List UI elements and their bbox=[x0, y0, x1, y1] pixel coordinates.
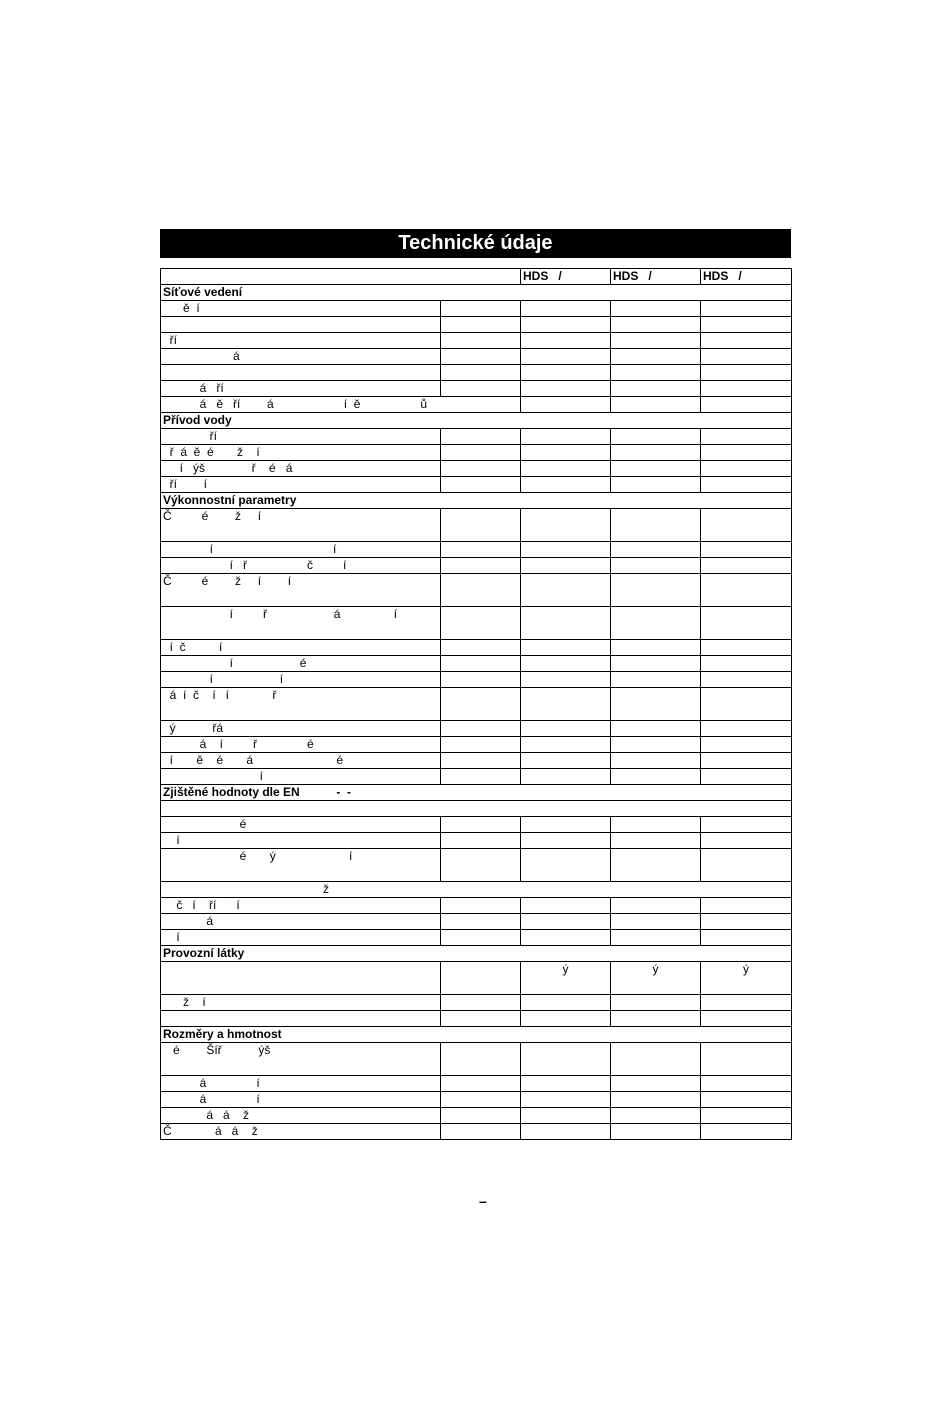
table-row bbox=[161, 930, 792, 946]
row-label: í ř č í bbox=[161, 558, 441, 574]
row-label bbox=[161, 962, 441, 995]
table-row bbox=[161, 301, 792, 317]
table-row bbox=[161, 833, 792, 849]
row-label: á í bbox=[161, 1092, 441, 1108]
table-row bbox=[161, 914, 792, 930]
row-label: í í bbox=[161, 672, 441, 688]
row-label: á á ž bbox=[161, 1108, 441, 1124]
row-label: ří bbox=[161, 333, 441, 349]
row-label: í bbox=[161, 769, 441, 785]
section-heading: Přívod vody bbox=[161, 413, 792, 429]
table-row bbox=[161, 1092, 792, 1108]
row-label: č í ří í bbox=[161, 898, 441, 914]
table-row bbox=[161, 477, 792, 493]
fuel-cell: ý bbox=[701, 962, 792, 995]
table-row bbox=[161, 349, 792, 365]
table-header-row bbox=[161, 269, 792, 285]
row-label: ý řá bbox=[161, 721, 441, 737]
row-label: í č í bbox=[161, 640, 441, 656]
table-row bbox=[161, 995, 792, 1011]
row-label bbox=[161, 317, 441, 333]
table-row bbox=[161, 445, 792, 461]
row-label: é Šíř ýš bbox=[161, 1043, 441, 1076]
row-label: ž bbox=[161, 882, 792, 898]
row-label: í í bbox=[161, 542, 441, 558]
table-row bbox=[161, 365, 792, 381]
table-row bbox=[161, 1043, 792, 1076]
row-label bbox=[161, 365, 441, 381]
technical-data-table bbox=[160, 268, 792, 1140]
table-row bbox=[161, 769, 792, 785]
section-heading: Výkonnostní parametry bbox=[161, 493, 792, 509]
row-label: é bbox=[161, 817, 441, 833]
row-label: á bbox=[161, 914, 441, 930]
table-row bbox=[161, 461, 792, 477]
table-row bbox=[161, 317, 792, 333]
row-label: í ýš ř é á bbox=[161, 461, 441, 477]
row-label: á í č í í ř bbox=[161, 688, 441, 721]
table-row bbox=[161, 1076, 792, 1092]
row-label: í ě é á é bbox=[161, 753, 441, 769]
row-label: ž í bbox=[161, 995, 441, 1011]
section-heading: Zjištěné hodnoty dle EN - - bbox=[161, 785, 792, 801]
row-label: á í ř é bbox=[161, 737, 441, 753]
table-row bbox=[161, 737, 792, 753]
row-label bbox=[161, 801, 792, 817]
section-heading: Rozměry a hmotnost bbox=[161, 1027, 792, 1043]
header-model-2: HDS / bbox=[611, 269, 701, 285]
table-row bbox=[161, 962, 792, 995]
table-row bbox=[161, 849, 792, 882]
table-row bbox=[161, 558, 792, 574]
row-label: í bbox=[161, 833, 441, 849]
table-row bbox=[161, 898, 792, 914]
table-row bbox=[161, 509, 792, 542]
row-label: ř á ě é ž í bbox=[161, 445, 441, 461]
table-row bbox=[161, 607, 792, 640]
fuel-cell: ý bbox=[521, 962, 611, 995]
section-heading: Síťové vedení bbox=[161, 285, 792, 301]
table-row bbox=[161, 574, 792, 607]
fuel-cell: ý bbox=[611, 962, 701, 995]
table-row bbox=[161, 429, 792, 445]
table-row bbox=[161, 1124, 792, 1140]
section-row bbox=[161, 493, 792, 509]
page-title: Technické údaje bbox=[160, 229, 791, 258]
row-label: ří bbox=[161, 429, 441, 445]
row-label: Č é ž í bbox=[161, 509, 441, 542]
section-heading: Provozní látky bbox=[161, 946, 792, 962]
table-row bbox=[161, 882, 792, 898]
row-label: í é bbox=[161, 656, 441, 672]
table-row bbox=[161, 688, 792, 721]
table-row bbox=[161, 542, 792, 558]
table-row bbox=[161, 721, 792, 737]
row-label: í bbox=[161, 930, 441, 946]
header-model-1: HDS / bbox=[521, 269, 611, 285]
table-row bbox=[161, 1011, 792, 1027]
row-label: ří í bbox=[161, 477, 441, 493]
table-row bbox=[161, 333, 792, 349]
table-row bbox=[161, 1108, 792, 1124]
table-row bbox=[161, 381, 792, 397]
section-row bbox=[161, 785, 792, 801]
row-label: á í bbox=[161, 1076, 441, 1092]
table-row bbox=[161, 817, 792, 833]
row-label: ě í bbox=[161, 301, 441, 317]
row-label: í ř á í bbox=[161, 607, 441, 640]
row-label: Č é ž í í bbox=[161, 574, 441, 607]
table-row bbox=[161, 397, 792, 413]
row-label: Č á á ž bbox=[161, 1124, 441, 1140]
section-row bbox=[161, 413, 792, 429]
table-row bbox=[161, 801, 792, 817]
table-row bbox=[161, 753, 792, 769]
row-label: á bbox=[161, 349, 441, 365]
row-label: á ě ří á í ě ů bbox=[161, 397, 521, 413]
header-model-3: HDS / bbox=[701, 269, 792, 285]
table-row bbox=[161, 672, 792, 688]
row-label bbox=[161, 1011, 441, 1027]
section-row bbox=[161, 946, 792, 962]
row-label: á ří bbox=[161, 381, 441, 397]
page-number: – bbox=[479, 1193, 487, 1209]
section-row bbox=[161, 1027, 792, 1043]
table-row bbox=[161, 640, 792, 656]
table-row bbox=[161, 656, 792, 672]
row-label: é ý í bbox=[161, 849, 441, 882]
header-blank bbox=[161, 269, 521, 285]
section-row bbox=[161, 285, 792, 301]
